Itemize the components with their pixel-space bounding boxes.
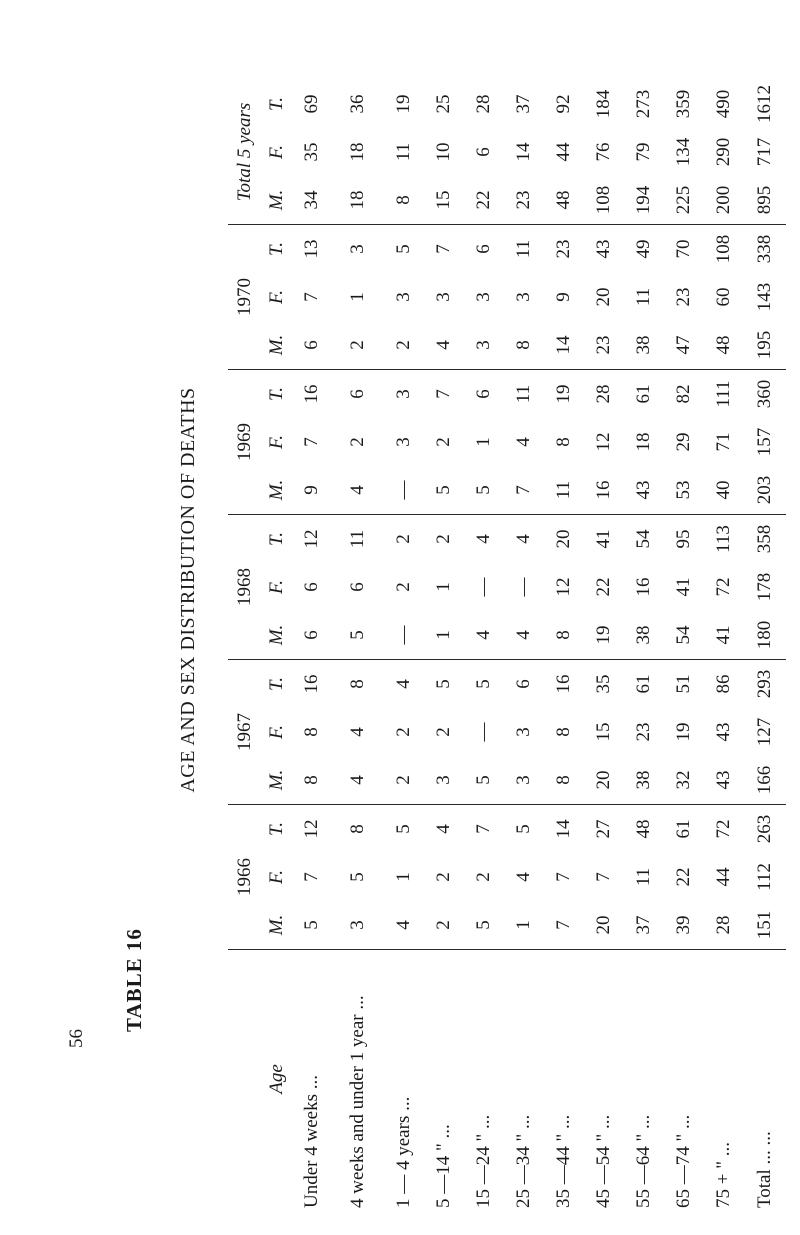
value-cell: 11 <box>347 529 368 549</box>
value-cell: 7 <box>504 466 544 515</box>
value-cell: 14 <box>544 321 584 370</box>
value-cell: 151 <box>744 901 786 950</box>
value-cell: 2 <box>393 582 414 592</box>
value-cell: 263 <box>754 814 775 844</box>
value-cell: 290 <box>713 137 734 167</box>
value-cell: 203 <box>744 466 786 515</box>
value-cell: 40 <box>704 466 744 515</box>
table-row <box>664 80 704 1208</box>
male-header: M. <box>262 901 292 950</box>
value-cell: 71 <box>713 432 734 452</box>
value-cell: 11 <box>544 466 584 515</box>
table-row <box>704 80 744 1208</box>
value-cell: 48 <box>544 176 584 225</box>
page-number: 56 <box>66 1029 87 1048</box>
value-cell: 38 <box>624 756 664 805</box>
value-cell: 895 <box>744 176 786 225</box>
table-row <box>424 80 464 1208</box>
total-row <box>744 80 786 1208</box>
value-cell: 4 <box>347 727 368 737</box>
value-cell: 6 <box>473 244 494 254</box>
value-cell: 8 <box>384 176 424 225</box>
value-cell: 29 <box>673 432 694 452</box>
value-cell: 60 <box>713 287 734 307</box>
value-cell: 38 <box>624 321 664 370</box>
value-cell: 20 <box>584 901 624 950</box>
value-cell: 6 <box>301 582 322 592</box>
value-cell: 2 <box>393 534 414 544</box>
value-cell: 127 <box>754 717 775 747</box>
year-header-row <box>228 80 262 1208</box>
value-cell: — <box>384 611 424 660</box>
value-cell: — <box>384 466 424 515</box>
table-label: TABLE 16 <box>122 928 146 1032</box>
value-cell: 5 <box>347 872 368 882</box>
value-cell: 35 <box>593 674 614 694</box>
value-cell: 19 <box>584 611 624 660</box>
value-cell: 22 <box>673 867 694 887</box>
value-cell: 47 <box>664 321 704 370</box>
value-cell: 195 <box>744 321 786 370</box>
value-cell: 20 <box>593 287 614 307</box>
value-cell: 8 <box>504 321 544 370</box>
value-cell: 12 <box>301 529 322 549</box>
value-cell: 5 <box>473 679 494 689</box>
value-cell: 8 <box>544 611 584 660</box>
value-cell: 157 <box>754 427 775 457</box>
value-cell: 4 <box>393 679 414 689</box>
value-cell: 490 <box>713 89 734 119</box>
value-cell: 82 <box>673 384 694 404</box>
value-cell: 293 <box>754 669 775 699</box>
value-cell: 12 <box>553 577 574 597</box>
value-cell: 23 <box>504 176 544 225</box>
value-cell: 27 <box>593 819 614 839</box>
table-row <box>504 80 544 1208</box>
value-cell: 8 <box>553 727 574 737</box>
value-cell: 19 <box>553 384 574 404</box>
value-cell: 15 <box>424 176 464 225</box>
year-header: 1966 <box>228 805 262 950</box>
value-cell: 16 <box>301 384 322 404</box>
value-cell: 8 <box>544 756 584 805</box>
value-cell: 2 <box>433 727 454 737</box>
value-cell: 4 <box>504 611 544 660</box>
table-row <box>332 80 384 1208</box>
value-cell: 108 <box>584 176 624 225</box>
value-cell: 8 <box>292 756 332 805</box>
value-cell: 8 <box>301 727 322 737</box>
value-cell: 1 <box>347 292 368 302</box>
sex-header-row <box>262 80 292 1208</box>
value-cell: 16 <box>633 577 654 597</box>
age-cell: 1 — 4 years ... <box>393 1096 414 1208</box>
value-cell: 19 <box>393 94 414 114</box>
value-cell: 7 <box>433 244 454 254</box>
value-cell: 32 <box>664 756 704 805</box>
value-cell: 1612 <box>754 85 775 123</box>
value-cell: 3 <box>393 389 414 399</box>
value-cell: 37 <box>624 901 664 950</box>
value-cell: 54 <box>633 529 654 549</box>
value-cell: — <box>473 722 494 742</box>
value-cell: 6 <box>473 389 494 399</box>
value-cell: 23 <box>673 287 694 307</box>
value-cell: 79 <box>633 142 654 162</box>
value-cell: 113 <box>713 525 734 553</box>
value-cell: 108 <box>713 234 734 264</box>
value-cell: — <box>473 577 494 597</box>
value-cell: — <box>513 577 534 597</box>
value-cell: 34 <box>292 176 332 225</box>
value-cell: 61 <box>633 674 654 694</box>
age-cell: 15 —24 " ... <box>473 1114 494 1208</box>
value-cell: 3 <box>393 437 414 447</box>
value-cell: 134 <box>673 137 694 167</box>
value-cell: 5 <box>464 466 504 515</box>
value-cell: 28 <box>473 94 494 114</box>
value-cell: 23 <box>584 321 624 370</box>
value-cell: 2 <box>473 872 494 882</box>
value-cell: 143 <box>754 282 775 312</box>
value-cell: 6 <box>292 321 332 370</box>
female-header: F. <box>266 725 287 739</box>
table-body <box>292 80 786 1208</box>
value-cell: 43 <box>624 466 664 515</box>
value-cell: 184 <box>593 89 614 119</box>
value-cell: 92 <box>553 94 574 114</box>
age-cell: 25 —34 " ... <box>513 1114 534 1208</box>
year-header: 1969 <box>228 370 262 515</box>
value-cell: 16 <box>584 466 624 515</box>
male-header: M. <box>262 756 292 805</box>
female-header: F. <box>266 580 287 594</box>
value-cell: 2 <box>424 901 464 950</box>
value-cell: 20 <box>553 529 574 549</box>
value-cell: 1 <box>393 872 414 882</box>
table-row <box>624 80 664 1208</box>
female-header: F. <box>266 870 287 884</box>
value-cell: 6 <box>292 611 332 660</box>
value-cell: 41 <box>704 611 744 660</box>
age-cell: 75 + " ... <box>713 1142 734 1208</box>
value-cell: 8 <box>553 437 574 447</box>
age-cell: 65 —74 " ... <box>673 1114 694 1208</box>
value-cell: 44 <box>553 142 574 162</box>
value-cell: 16 <box>553 674 574 694</box>
value-cell: 6 <box>347 389 368 399</box>
value-cell: 200 <box>704 176 744 225</box>
value-cell: 2 <box>332 321 384 370</box>
value-cell: 7 <box>433 389 454 399</box>
value-cell: 225 <box>664 176 704 225</box>
female-header: F. <box>266 145 287 159</box>
age-cell: 45 —54 " ... <box>593 1114 614 1208</box>
value-cell: 360 <box>754 379 775 409</box>
value-cell: 6 <box>347 582 368 592</box>
value-cell: 4 <box>513 872 534 882</box>
value-cell: 3 <box>473 292 494 302</box>
value-cell: 18 <box>633 432 654 452</box>
male-header: M. <box>262 466 292 515</box>
age-cell: Under 4 weeks ... <box>301 1075 322 1208</box>
value-cell: 3 <box>464 321 504 370</box>
value-cell: 3 <box>347 244 368 254</box>
value-cell: 6 <box>513 679 534 689</box>
value-cell: 7 <box>301 437 322 447</box>
total-sex-header: T. <box>266 532 287 546</box>
value-cell: 359 <box>673 89 694 119</box>
value-cell: 11 <box>513 239 534 259</box>
year-header: 1968 <box>228 515 262 660</box>
value-cell: 4 <box>513 534 534 544</box>
value-cell: 16 <box>301 674 322 694</box>
value-cell: 4 <box>384 901 424 950</box>
value-cell: 273 <box>633 89 654 119</box>
value-cell: 11 <box>513 384 534 404</box>
value-cell: 51 <box>673 674 694 694</box>
value-cell: 4 <box>332 466 384 515</box>
male-header: M. <box>262 611 292 660</box>
value-cell: 2 <box>433 872 454 882</box>
value-cell: 28 <box>593 384 614 404</box>
value-cell: 11 <box>393 142 414 162</box>
page-title: AGE AND SEX DISTRIBUTION OF DEATHS <box>177 387 199 793</box>
table-row <box>292 80 332 1208</box>
value-cell: 95 <box>673 529 694 549</box>
value-cell: 358 <box>754 524 775 554</box>
total-header: Total 5 years <box>228 80 262 225</box>
value-cell: 338 <box>754 234 775 264</box>
value-cell: 18 <box>347 142 368 162</box>
value-cell: 9 <box>553 292 574 302</box>
value-cell: 25 <box>433 94 454 114</box>
value-cell: 11 <box>633 867 654 887</box>
value-cell: 7 <box>544 901 584 950</box>
value-cell: 7 <box>553 872 574 882</box>
value-cell: 2 <box>433 437 454 447</box>
value-cell: 5 <box>513 824 534 834</box>
value-cell: 3 <box>393 292 414 302</box>
value-cell: 37 <box>513 94 534 114</box>
value-cell: 1 <box>504 901 544 950</box>
value-cell: 112 <box>754 863 775 891</box>
value-cell: 5 <box>464 756 504 805</box>
value-cell: 3 <box>513 292 534 302</box>
value-cell: 3 <box>433 292 454 302</box>
value-cell: 20 <box>584 756 624 805</box>
value-cell: 4 <box>424 321 464 370</box>
value-cell: 194 <box>624 176 664 225</box>
value-cell: 12 <box>593 432 614 452</box>
value-cell: 2 <box>393 727 414 737</box>
table-row <box>544 80 584 1208</box>
value-cell: 23 <box>633 722 654 742</box>
value-cell: 22 <box>593 577 614 597</box>
value-cell: 44 <box>713 867 734 887</box>
value-cell: 7 <box>301 292 322 302</box>
value-cell: 2 <box>384 321 424 370</box>
value-cell: 14 <box>513 142 534 162</box>
age-cell: 5 —14 " ... <box>433 1124 454 1208</box>
value-cell: 5 <box>393 824 414 834</box>
value-cell: 4 <box>513 437 534 447</box>
value-cell: 61 <box>673 819 694 839</box>
value-cell: 54 <box>664 611 704 660</box>
value-cell: 41 <box>673 577 694 597</box>
value-cell: 22 <box>464 176 504 225</box>
value-cell: 69 <box>301 94 322 114</box>
value-cell: 43 <box>593 239 614 259</box>
value-cell: 13 <box>301 239 322 259</box>
total-sex-header: T. <box>266 387 287 401</box>
value-cell: 7 <box>473 824 494 834</box>
value-cell: 43 <box>704 756 744 805</box>
value-cell: 5 <box>332 611 384 660</box>
value-cell: 61 <box>633 384 654 404</box>
value-cell: 5 <box>424 466 464 515</box>
age-header: Age <box>266 1064 287 1094</box>
value-cell: 19 <box>673 722 694 742</box>
value-cell: 41 <box>593 529 614 549</box>
value-cell: 35 <box>301 142 322 162</box>
value-cell: 3 <box>513 727 534 737</box>
value-cell: 178 <box>754 572 775 602</box>
value-cell: 11 <box>633 287 654 307</box>
value-cell: 3 <box>332 901 384 950</box>
value-cell: 166 <box>744 756 786 805</box>
table-row <box>384 80 424 1208</box>
age-cell: 35 —44 " ... <box>553 1114 574 1208</box>
total-sex-header: T. <box>266 97 287 111</box>
value-cell: 38 <box>624 611 664 660</box>
value-cell: 7 <box>301 872 322 882</box>
value-cell: 49 <box>633 239 654 259</box>
value-cell: 4 <box>464 611 504 660</box>
age-cell: Total ... ... <box>754 1131 775 1208</box>
table-row <box>584 80 624 1208</box>
value-cell: 5 <box>393 244 414 254</box>
value-cell: 1 <box>473 437 494 447</box>
value-cell: 4 <box>332 756 384 805</box>
value-cell: 717 <box>754 137 775 167</box>
value-cell: 86 <box>713 674 734 694</box>
value-cell: 10 <box>433 142 454 162</box>
value-cell: 7 <box>593 872 614 882</box>
value-cell: 2 <box>384 756 424 805</box>
value-cell: 48 <box>704 321 744 370</box>
value-cell: 8 <box>347 824 368 834</box>
age-cell: 55 —64 " ... <box>633 1114 654 1208</box>
total-sex-header: T. <box>266 242 287 256</box>
value-cell: 1 <box>433 582 454 592</box>
age-header-spacer <box>228 950 262 1209</box>
value-cell: 180 <box>744 611 786 660</box>
value-cell: 2 <box>347 437 368 447</box>
total-sex-header: T. <box>266 677 287 691</box>
value-cell: 39 <box>664 901 704 950</box>
year-header: 1970 <box>228 225 262 370</box>
value-cell: 43 <box>713 722 734 742</box>
value-cell: 111 <box>713 380 734 408</box>
male-header: M. <box>262 321 292 370</box>
value-cell: 4 <box>473 534 494 544</box>
value-cell: 1 <box>424 611 464 660</box>
value-cell: 70 <box>673 239 694 259</box>
value-cell: 28 <box>704 901 744 950</box>
male-header: M. <box>262 176 292 225</box>
value-cell: 2 <box>433 534 454 544</box>
value-cell: 18 <box>332 176 384 225</box>
value-cell: 3 <box>504 756 544 805</box>
female-header: F. <box>266 435 287 449</box>
value-cell: 5 <box>464 901 504 950</box>
value-cell: 53 <box>664 466 704 515</box>
value-cell: 15 <box>593 722 614 742</box>
year-header: 1967 <box>228 660 262 805</box>
value-cell: 5 <box>292 901 332 950</box>
value-cell: 23 <box>553 239 574 259</box>
value-cell: 3 <box>424 756 464 805</box>
value-cell: 6 <box>473 147 494 157</box>
value-cell: 76 <box>593 142 614 162</box>
age-cell: 4 weeks and under 1 year ... <box>347 995 368 1208</box>
value-cell: 72 <box>713 577 734 597</box>
value-cell: 4 <box>433 824 454 834</box>
value-cell: 8 <box>347 679 368 689</box>
deaths-table <box>228 80 786 1208</box>
female-header: F. <box>266 290 287 304</box>
rotated-table-container <box>228 48 773 1208</box>
value-cell: 5 <box>433 679 454 689</box>
value-cell: 72 <box>713 819 734 839</box>
value-cell: 14 <box>553 819 574 839</box>
value-cell: 9 <box>292 466 332 515</box>
total-sex-header: T. <box>266 822 287 836</box>
table-row <box>464 80 504 1208</box>
value-cell: 48 <box>633 819 654 839</box>
value-cell: 12 <box>301 819 322 839</box>
value-cell: 36 <box>347 94 368 114</box>
